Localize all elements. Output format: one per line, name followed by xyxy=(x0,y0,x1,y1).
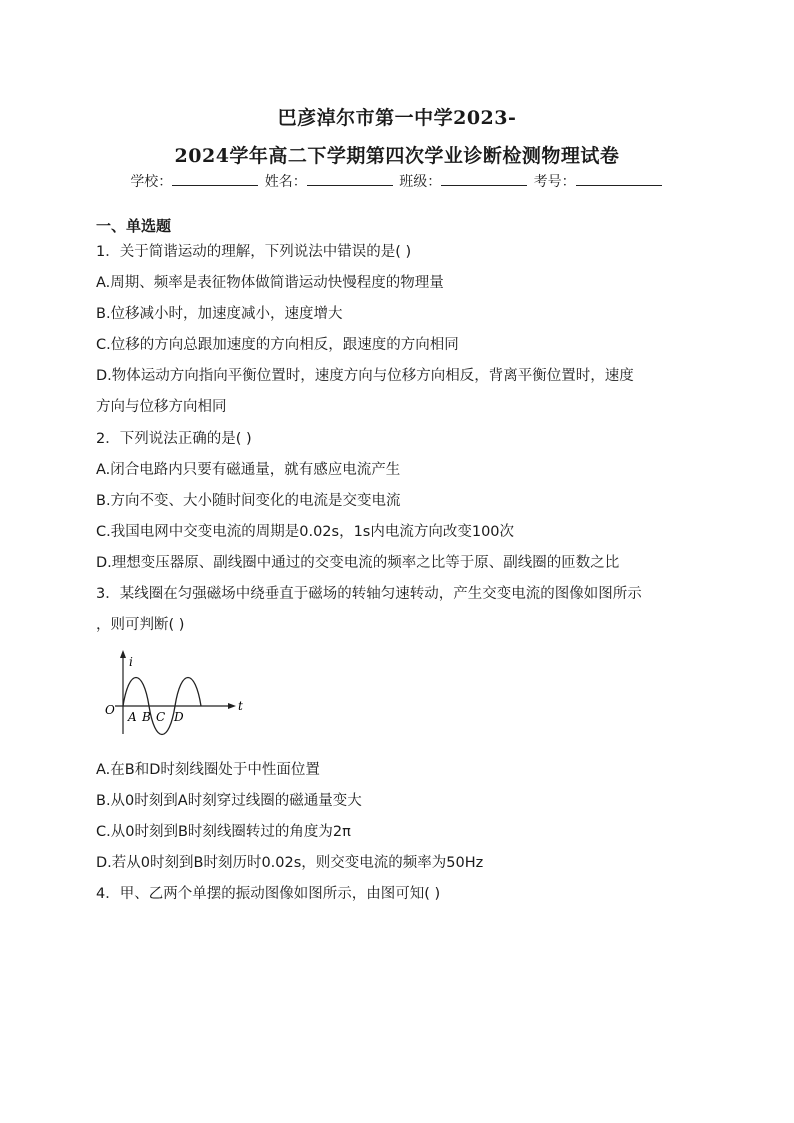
question-3-option-d: D.若从0时刻到B时刻历时0.02s，则交变电流的频率为50Hz xyxy=(96,855,484,871)
question-2-stem: 2．下列说法正确的是( ) xyxy=(96,431,252,447)
question-2-option-d: D.理想变压器原、副线圈中通过的交变电流的频率之比等于原、副线圈的匝数之比 xyxy=(96,555,620,571)
class-label: 班级： xyxy=(399,174,442,190)
point-d-label: D xyxy=(174,710,184,724)
question-1-stem: 1．关于简谐运动的理解，下列说法中错误的是( ) xyxy=(96,244,412,260)
question-1-option-b: B.位移减小时，加速度减小，速度增大 xyxy=(96,306,343,322)
ac-current-graph xyxy=(103,648,253,738)
question-2-option-b: B.方向不变、大小随时间变化的电流是交变电流 xyxy=(96,493,401,509)
question-2-option-a: A.闭合电路内只要有磁通量，就有感应电流产生 xyxy=(96,462,401,478)
question-2-option-c: C.我国电网中交变电流的周期是0.02s，1s内电流方向改变100次 xyxy=(96,524,515,540)
exam-number-blank[interactable] xyxy=(576,171,662,186)
section-title: 一、单选题 xyxy=(96,217,172,235)
question-3-stem-cont: ，则可判断( ) xyxy=(96,617,185,633)
point-c-label: C xyxy=(156,710,166,724)
question-3-option-c: C.从0时刻到B时刻线圈转过的角度为2π xyxy=(96,824,351,840)
name-blank[interactable] xyxy=(307,171,393,186)
class-blank[interactable] xyxy=(441,171,527,186)
page-title-line1: 巴彦淖尔市第一中学2023- xyxy=(277,107,517,129)
question-3-option-a: A.在B和D时刻线圈处于中性面位置 xyxy=(96,762,320,778)
school-label: 学校： xyxy=(130,174,173,190)
point-b-label: B xyxy=(142,710,151,724)
question-1-option-a: A.周期、频率是表征物体做简谐运动快慢程度的物理量 xyxy=(96,275,444,291)
question-1-option-d-cont: 方向与位移方向相同 xyxy=(96,399,227,415)
question-3-stem: 3．某线圈在匀强磁场中绕垂直于磁场的转轴匀速转动，产生交变电流的图像如图所示 xyxy=(96,586,642,602)
t-axis-label: t xyxy=(238,699,243,713)
question-4-stem: 4．甲、乙两个单摆的振动图像如图所示，由图可知( ) xyxy=(96,886,441,902)
exam-number-label: 考号： xyxy=(533,174,576,190)
t-axis-arrow xyxy=(228,703,236,709)
school-blank[interactable] xyxy=(172,171,258,186)
question-1-option-d: D.物体运动方向指向平衡位置时，速度方向与位移方向相反，背离平衡位置时，速度 xyxy=(96,368,634,384)
i-axis-label: i xyxy=(129,655,133,669)
question-3-option-b: B.从0时刻到A时刻穿过线圈的磁通量变大 xyxy=(96,793,362,809)
point-a-label: A xyxy=(128,710,137,724)
question-1-option-c: C.位移的方向总跟加速度的方向相反，跟速度的方向相同 xyxy=(96,337,459,353)
name-label: 姓名： xyxy=(264,174,307,190)
page-title-line2: 2024学年高二下学期第四次学业诊断检测物理试卷 xyxy=(174,145,620,167)
i-axis-arrow xyxy=(120,650,126,658)
origin-label: O xyxy=(105,703,115,717)
student-info-row xyxy=(0,171,794,191)
